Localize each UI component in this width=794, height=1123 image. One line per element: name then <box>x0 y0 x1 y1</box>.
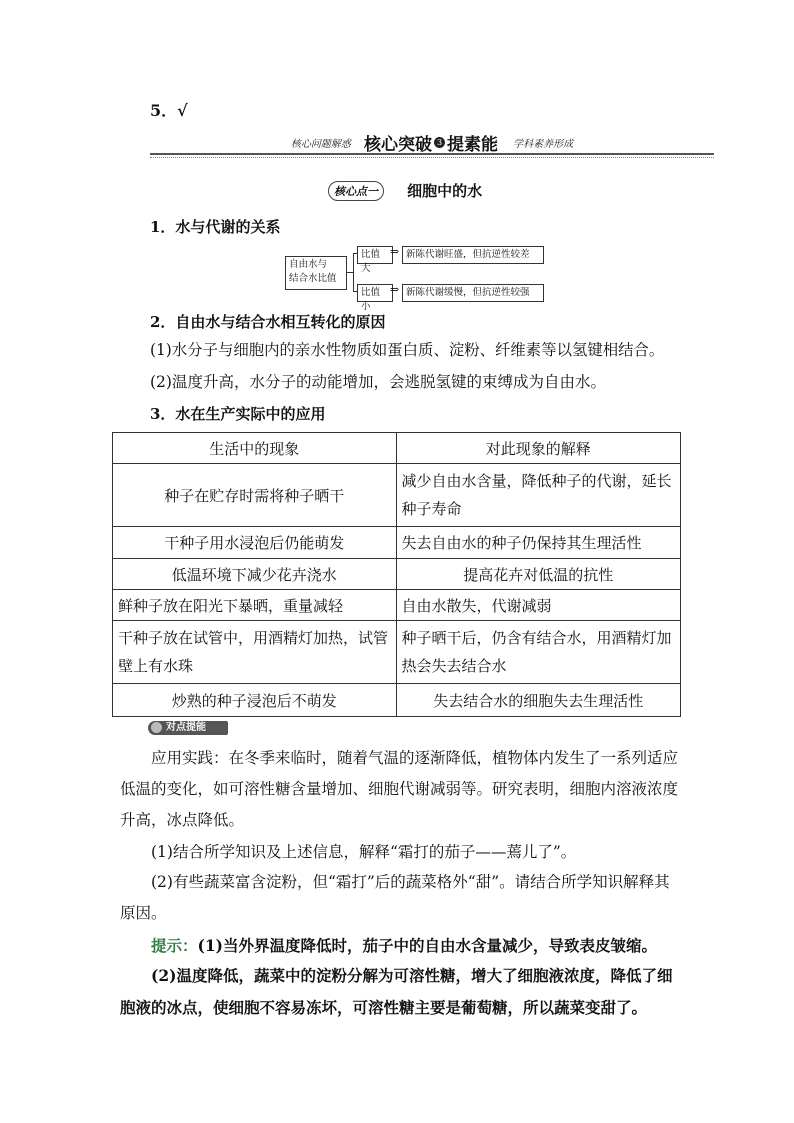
banner-divider-dotted <box>150 157 714 158</box>
banner-text-row <box>150 130 714 155</box>
ratio-diagram <box>285 245 545 312</box>
hint-answer-2: (2)温度降低，蔬菜中的淀粉分解为可溶性糖，增大了细胞液浓度，降低了细胞液的冰点，使细胞不容易冻坏，可溶性糖主要是葡萄糖，所以蔬菜变甜了。 <box>120 966 673 1017</box>
diagram-lower-arrow: ⇒ <box>390 283 400 296</box>
table-row <box>113 590 681 621</box>
table-cell-phenomenon: 种子在贮存时需将种子晒干 <box>113 464 397 527</box>
diagram-source-line-1: 自由水与 <box>289 259 328 270</box>
leaf-icon <box>151 722 162 733</box>
diagram-upper-arrow: ⇒ <box>390 245 400 258</box>
table-cell-explanation: 自由水散失，代谢减弱 <box>396 590 681 621</box>
table-header-cell: 对此现象的解释 <box>396 433 681 464</box>
key-point-badge: 核心点一 <box>328 181 384 201</box>
table-cell-phenomenon: 鲜种子放在阳光下暴晒，重量减轻 <box>113 590 397 621</box>
table-cell-phenomenon: 低温环境下减少花卉浇水 <box>113 559 397 590</box>
table-cell-phenomenon: 干种子用水浸泡后仍能萌发 <box>113 527 397 559</box>
diagram-lower-result: 新陈代谢缓慢，但抗逆性较强 <box>402 284 544 302</box>
diagram-source-line-2: 结合水比值 <box>289 273 337 284</box>
table-row <box>113 559 681 590</box>
table-cell-explanation: 失去自由水的种子仍保持其生理活性 <box>396 527 681 559</box>
hint-answer-1 <box>151 930 691 961</box>
practice-question-1: (1)结合所学知识及上述信息，解释“霜打的茄子——蔫儿了”。 <box>151 843 577 861</box>
hint-answer-1-text: (1)当外界温度降低时，茄子中的自由水含量减少，导致表皮皱缩。 <box>197 936 657 955</box>
table-row <box>113 621 681 684</box>
banner-right-caption: 学科素养形成 <box>513 139 574 150</box>
key-point-heading <box>328 180 482 204</box>
practice-question-2: (2)有些蔬菜富含淀粉，但“霜打”后的蔬菜格外“甜”。请结合所学知识解释其原因。 <box>120 873 670 922</box>
tip-badge <box>148 721 228 735</box>
table-cell-explanation: 提高花卉对低温的抗性 <box>396 559 681 590</box>
banner-title: 核心突破 <box>364 135 432 155</box>
banner-number-icon: 3 <box>434 137 445 148</box>
banner-divider <box>150 153 714 155</box>
practice-intro: 应用实践：在冬季来临时，随着气温的逐渐降低，植物体内发生了一系列适应低温的变化，如可溶性糖含量增加、细胞代谢减弱等。研究表明，细胞内溶液浓度升高，冰点降低。 <box>120 749 679 829</box>
table-cell-explanation: 减少自由水含量，降低种子的代谢，延长种子寿命 <box>396 464 681 527</box>
table-cell-phenomenon: 干种子放在试管中，用酒精灯加热，试管壁上有水珠 <box>113 621 397 684</box>
diagram-source-box <box>285 256 347 290</box>
table-header-cell: 生活中的现象 <box>113 433 397 464</box>
banner-left-caption: 核心问题解惑 <box>290 139 351 150</box>
section-2-title: 2．自由水与结合水相互转化的原因 <box>150 313 386 331</box>
diagram-upper-label: 比值大 <box>357 246 393 264</box>
section-2-para-2: (2)温度升高，水分子的动能增加，会逃脱氢键的束缚成为自由水。 <box>150 373 606 391</box>
tip-badge-label: 对点提能 <box>166 722 206 733</box>
table-cell-explanation: 失去结合水的细胞失去生理活性 <box>396 684 681 717</box>
table-row <box>113 684 681 717</box>
diagram-brace <box>353 253 354 292</box>
key-point-title: 细胞中的水 <box>407 182 483 200</box>
table-row <box>113 527 681 559</box>
banner-title-2: 提素能 <box>447 135 498 155</box>
section-1-title: 1．水与代谢的关系 <box>150 218 281 236</box>
section-banner <box>150 130 714 158</box>
section-3-title: 3．水在生产实际中的应用 <box>150 405 326 423</box>
table-cell-explanation: 种子晒干后，仍含有结合水，用酒精灯加热会失去结合水 <box>396 621 681 684</box>
diagram-upper-result: 新陈代谢旺盛，但抗逆性较差 <box>402 246 544 264</box>
table-row <box>113 464 681 527</box>
diagram-lower-label: 比值小 <box>357 284 393 302</box>
table-cell-phenomenon: 炒熟的种子浸泡后不萌发 <box>113 684 397 717</box>
table-header-row <box>113 433 681 464</box>
application-table <box>112 432 681 717</box>
question-5-answer: 5．√ <box>150 101 188 120</box>
section-2-para-1: (1)水分子与细胞内的亲水性物质如蛋白质、淀粉、纤维素等以氢键相结合。 <box>150 341 665 359</box>
hint-label: 提示： <box>151 936 198 955</box>
